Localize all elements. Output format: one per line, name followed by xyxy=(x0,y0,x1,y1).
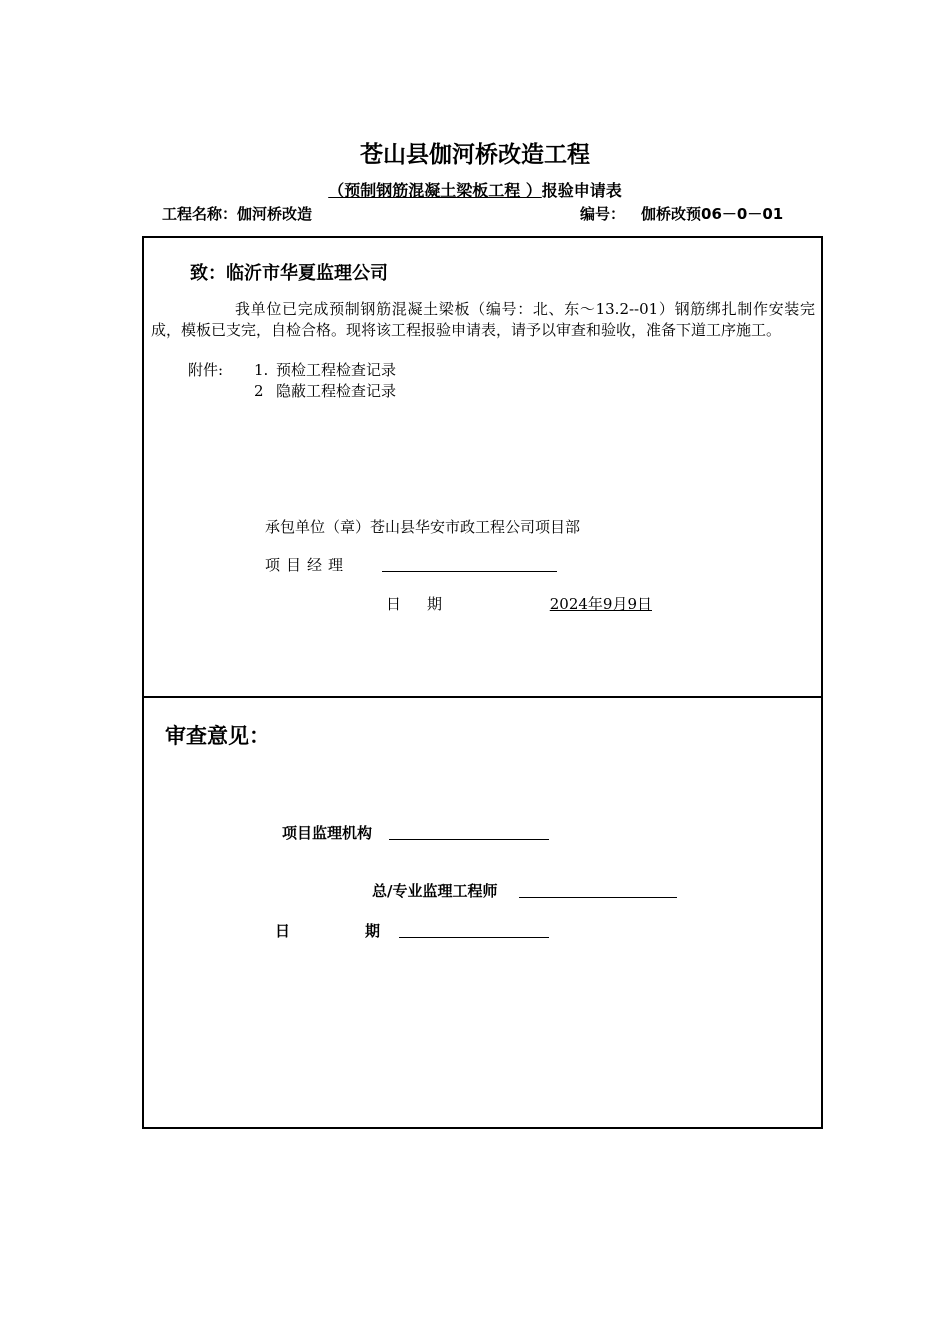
attachments-label: 附件: xyxy=(188,361,224,379)
supervision-org-signature-line xyxy=(389,839,549,840)
form-subtitle xyxy=(0,178,950,201)
attachment-number: 1. xyxy=(254,361,269,379)
subtitle-form-name: 报验申请表 xyxy=(541,181,622,200)
date-label-part: 期 xyxy=(427,595,443,613)
attachment-item xyxy=(254,359,396,380)
form-number-value: 伽桥改预06－0－01 xyxy=(641,205,784,223)
form-table xyxy=(142,236,823,1129)
engineer-signature-line xyxy=(519,897,677,898)
addressee: 致：临沂市华夏监理公司 xyxy=(190,263,388,284)
date-label-part: 日 xyxy=(386,595,402,613)
project-manager-signature-line xyxy=(382,571,557,572)
engineer-label: 总/专业监理工程师 xyxy=(372,882,498,900)
application-date-value: 2024年9月9日 xyxy=(549,595,652,613)
project-name-value: 伽河桥改造 xyxy=(237,205,313,223)
form-number-label: 编号： xyxy=(580,205,626,223)
contractor-line: 承包单位（章）苍山县华安市政工程公司项目部 xyxy=(265,518,581,536)
subtitle-work-item: （预制钢筋混凝土梁板工程 ） xyxy=(328,181,542,200)
document-title: 苍山县伽河桥改造工程 xyxy=(360,142,590,168)
supervision-org-label: 项目监理机构 xyxy=(282,824,373,842)
project-name-row xyxy=(162,203,312,224)
section-divider xyxy=(142,696,823,698)
form-number-row xyxy=(580,203,783,224)
application-date-label xyxy=(386,593,442,614)
application-body: 我单位已完成预制钢筋混凝土梁板（编号：北、东～13.2--01）钢筋绑扎制作安装完成，模板已支完，自检合格。现将该工程报验申请表，请予以审查和验收，准备下道工序施工。 xyxy=(151,300,815,339)
review-date-label-part: 期 xyxy=(365,922,381,940)
attachment-text: 预检工程检查记录 xyxy=(276,361,397,379)
review-title: 审查意见： xyxy=(165,724,270,748)
attachment-item xyxy=(254,380,396,401)
attachment-number: 2 xyxy=(254,382,264,400)
review-date-label-part: 日 xyxy=(275,922,291,940)
attachment-text: 隐蔽工程检查记录 xyxy=(276,382,397,400)
project-name-label: 工程名称： xyxy=(162,205,238,223)
review-date-line xyxy=(399,937,549,938)
project-manager-label: 项目经理 xyxy=(265,556,350,574)
